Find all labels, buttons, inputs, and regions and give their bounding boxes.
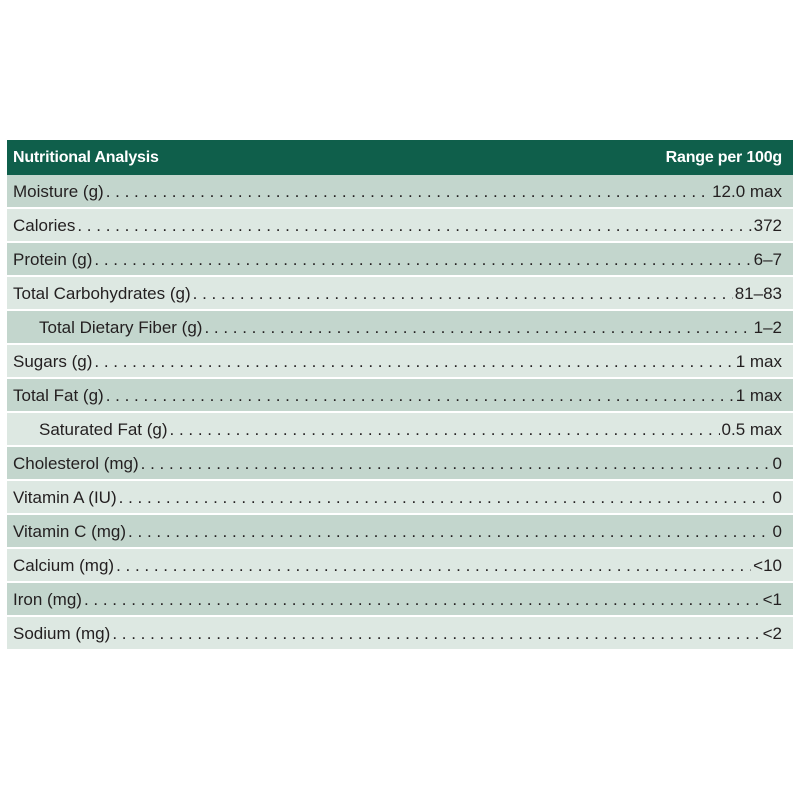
row-label: Saturated Fat (g)	[39, 420, 168, 439]
table-row-cholesterol	[7, 447, 793, 481]
table-row-dietary-fiber	[7, 311, 793, 345]
row-label: Total Fat (g)	[13, 386, 104, 405]
nutrition-table	[7, 140, 793, 651]
table-row-protein	[7, 243, 793, 277]
row-value: 0	[772, 454, 782, 473]
row-value: <2	[762, 624, 782, 643]
row-label: Moisture (g)	[13, 182, 104, 201]
table-row-total-carbohydrates	[7, 277, 793, 311]
row-label: Cholesterol (mg)	[13, 454, 139, 473]
table-row-sodium	[7, 617, 793, 651]
table-row-saturated-fat	[7, 413, 793, 447]
row-label: Sodium (mg)	[13, 624, 111, 643]
row-label: Calcium (mg)	[13, 556, 115, 575]
dot-leader	[77, 216, 751, 236]
dot-leader	[112, 624, 760, 644]
row-label: Sugars (g)	[13, 352, 93, 371]
row-value: 1 max	[735, 352, 782, 371]
dot-leader	[116, 556, 751, 576]
row-value: 372	[753, 216, 782, 235]
row-value: 0	[772, 488, 782, 507]
row-label: Total Dietary Fiber (g)	[39, 318, 203, 337]
table-row-total-fat	[7, 379, 793, 413]
header-title: Nutritional Analysis	[13, 148, 159, 166]
dot-leader	[84, 590, 761, 610]
dot-leader	[204, 318, 751, 338]
header-unit: Range per 100g	[665, 148, 782, 166]
table-row-calcium	[7, 549, 793, 583]
row-label: Vitamin C (mg)	[13, 522, 127, 541]
row-value: 1 max	[735, 386, 782, 405]
table-header	[7, 140, 793, 175]
table-row-iron	[7, 583, 793, 617]
table-row-vitamin-a	[7, 481, 793, 515]
table-row-sugars	[7, 345, 793, 379]
dot-leader	[128, 522, 770, 542]
row-value: 0	[772, 522, 782, 541]
dot-leader	[141, 454, 771, 474]
row-value: 6–7	[753, 250, 782, 269]
dot-leader	[170, 420, 720, 440]
row-label: Vitamin A (IU)	[13, 488, 117, 507]
row-value: 12.0 max	[712, 182, 782, 201]
dot-leader	[94, 352, 733, 372]
table-row-vitamin-c	[7, 515, 793, 549]
row-value: 0.5 max	[721, 420, 782, 439]
row-label: Calories	[13, 216, 76, 235]
row-label: Total Carbohydrates (g)	[13, 284, 191, 303]
dot-leader	[193, 284, 733, 304]
row-value: 1–2	[753, 318, 782, 337]
dot-leader	[119, 488, 771, 508]
row-label: Protein (g)	[13, 250, 93, 269]
dot-leader	[106, 182, 710, 202]
dot-leader	[106, 386, 734, 406]
row-value: <1	[762, 590, 782, 609]
table-row-calories	[7, 209, 793, 243]
table-row-moisture	[7, 175, 793, 209]
dot-leader	[94, 250, 751, 270]
row-label: Iron (mg)	[13, 590, 82, 609]
row-value: 81–83	[734, 284, 782, 303]
row-value: <10	[753, 556, 782, 575]
